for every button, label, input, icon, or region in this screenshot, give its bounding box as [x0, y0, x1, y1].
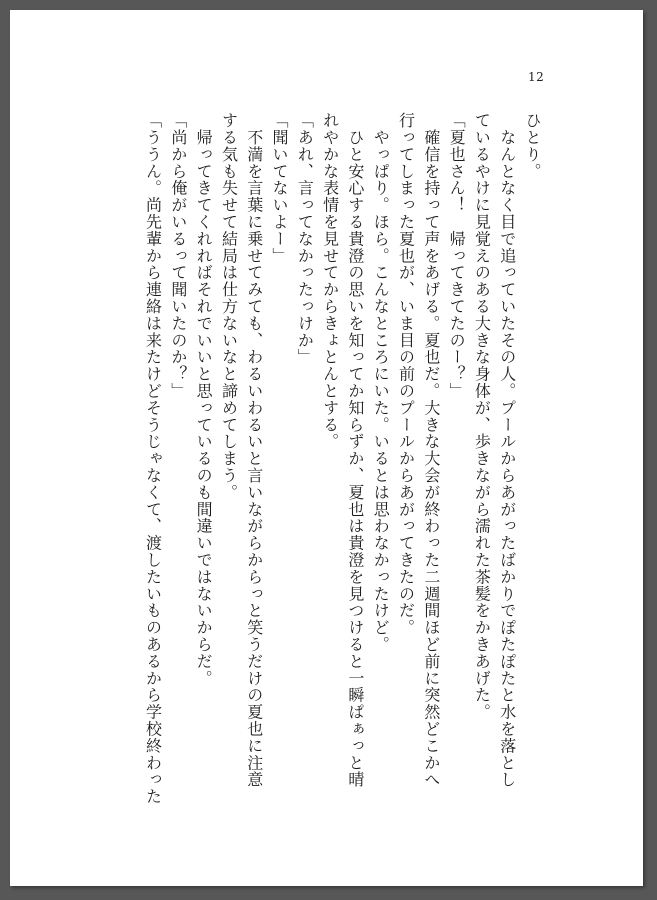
- text-line: 「聞いてないよー」: [270, 112, 290, 265]
- text-line: ているやけに見覚えのある大きな身体が、歩きながら濡れた茶髪をかきあげた。: [472, 112, 492, 721]
- text-line: する気も失せて結局は仕方ないなと諦めてしまう。: [219, 112, 239, 501]
- text-line: ひと安心する貴澄の思いを知ってか知らずか、夏也は貴澄を見つけると一瞬ぱぁっと晴: [345, 112, 365, 788]
- text-line: 「夏也さん！ 帰ってきてたのー？」: [447, 112, 467, 400]
- text-line: 「ううん。尚先輩から連絡は来たけどそうじゃなくて、渡したいものあるから学校終わった: [143, 112, 163, 805]
- text-line: 確信を持って声をあげる。夏也だ。大きな大会が終わった二週間ほど前に突然どこかへ: [421, 112, 441, 788]
- page-number: 12: [528, 70, 545, 84]
- text-line: やっぱり。ほら。こんなところにいた。いるとは思わなかったけど。: [371, 112, 391, 653]
- text-line: 「尚から俺がいるって聞いたのか？」: [168, 112, 188, 400]
- document-page: [10, 10, 643, 886]
- text-line: 行ってしまった夏也が、いま目の前のプールからあがってきたのだ。: [396, 112, 416, 636]
- text-line: なんとなく目で追っていたその人。プールからあがったばかりでぽたぽたと水を落とし: [497, 112, 517, 788]
- text-line: れやかな表情を見せてからきょとんとする。: [320, 112, 340, 450]
- text-line: 「あれ、言ってなかったっけか」: [295, 112, 315, 366]
- vertical-text-body: [140, 112, 545, 812]
- text-line: 帰ってきてくれればそれでいいと思っているのも間違いではないからだ。: [194, 112, 214, 687]
- text-line: 不満を言葉に乗せてみても、わるいわるいと言いながらからっと笑うだけの夏也に注意: [244, 112, 264, 788]
- text-line: ひとり。: [523, 112, 542, 180]
